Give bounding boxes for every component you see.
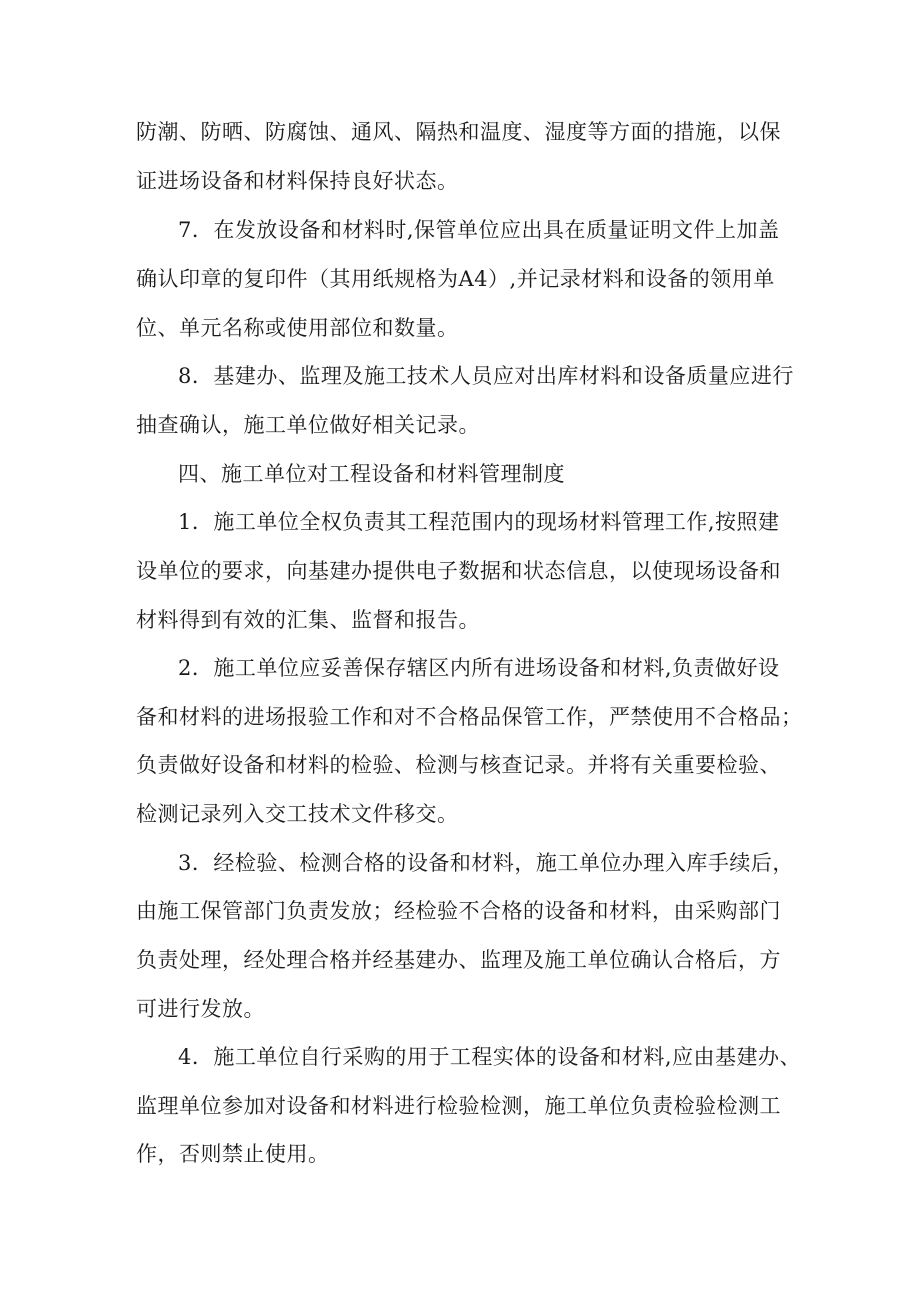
- text-line: 作，否则禁止使用。: [136, 1142, 330, 1166]
- section-heading: 四、施工单位对工程设备和材料管理制度: [178, 462, 565, 486]
- text-line: 监理单位参加对设备和材料进行检验检测，施工单位负责检验检测工: [136, 1094, 781, 1118]
- paragraph-4-line: 4．施工单位自行采购的用于工程实体的设备和材料,应由基建办、: [178, 1045, 802, 1069]
- paragraph-3-line: 3．经检验、检测合格的设备和材料，施工单位办理入库手续后，: [178, 851, 794, 875]
- paragraph-7-line: 7．在发放设备和材料时,保管单位应出具在质量证明文件上加盖: [178, 218, 780, 242]
- text-line: 证进场设备和材料保持良好状态。: [136, 169, 459, 193]
- text-line: 材料得到有效的汇集、监督和报告。: [136, 608, 480, 632]
- text-line: 防潮、防晒、防腐蚀、通风、隔热和温度、湿度等方面的措施，以保: [136, 120, 781, 144]
- text-line: 由施工保管部门负责发放；经检验不合格的设备和材料，由采购部门: [136, 899, 781, 923]
- text-line: 备和材料的进场报验工作和对不合格品保管工作，严禁使用不合格品；: [136, 705, 803, 729]
- text-line: 抽查确认，施工单位做好相关记录。: [136, 413, 480, 437]
- text-line: 设单位的要求，向基建办提供电子数据和状态信息，以使现场设备和: [136, 559, 781, 583]
- text-line: 负责处理，经处理合格并经基建办、监理及施工单位确认合格后，方: [136, 948, 781, 972]
- text-line: 位、单元名称或使用部位和数量。: [136, 316, 459, 340]
- paragraph-1-line: 1．施工单位全权负责其工程范围内的现场材料管理工作,按照建: [178, 510, 780, 534]
- text-line: 可进行发放。: [136, 997, 265, 1021]
- text-line: 检测记录列入交工技术文件移交。: [136, 802, 459, 826]
- text-line: 确认印章的复印件（其用纸规格为A4）,并记录材料和设备的领用单: [136, 267, 775, 291]
- text-line: 负责做好设备和材料的检验、检测与核查记录。并将有关重要检验、: [136, 753, 781, 777]
- paragraph-8-line: 8．基建办、监理及施工技术人员应对出库材料和设备质量应进行: [178, 364, 794, 388]
- paragraph-2-line: 2．施工单位应妥善保存辖区内所有进场设备和材料,负责做好设: [178, 656, 780, 680]
